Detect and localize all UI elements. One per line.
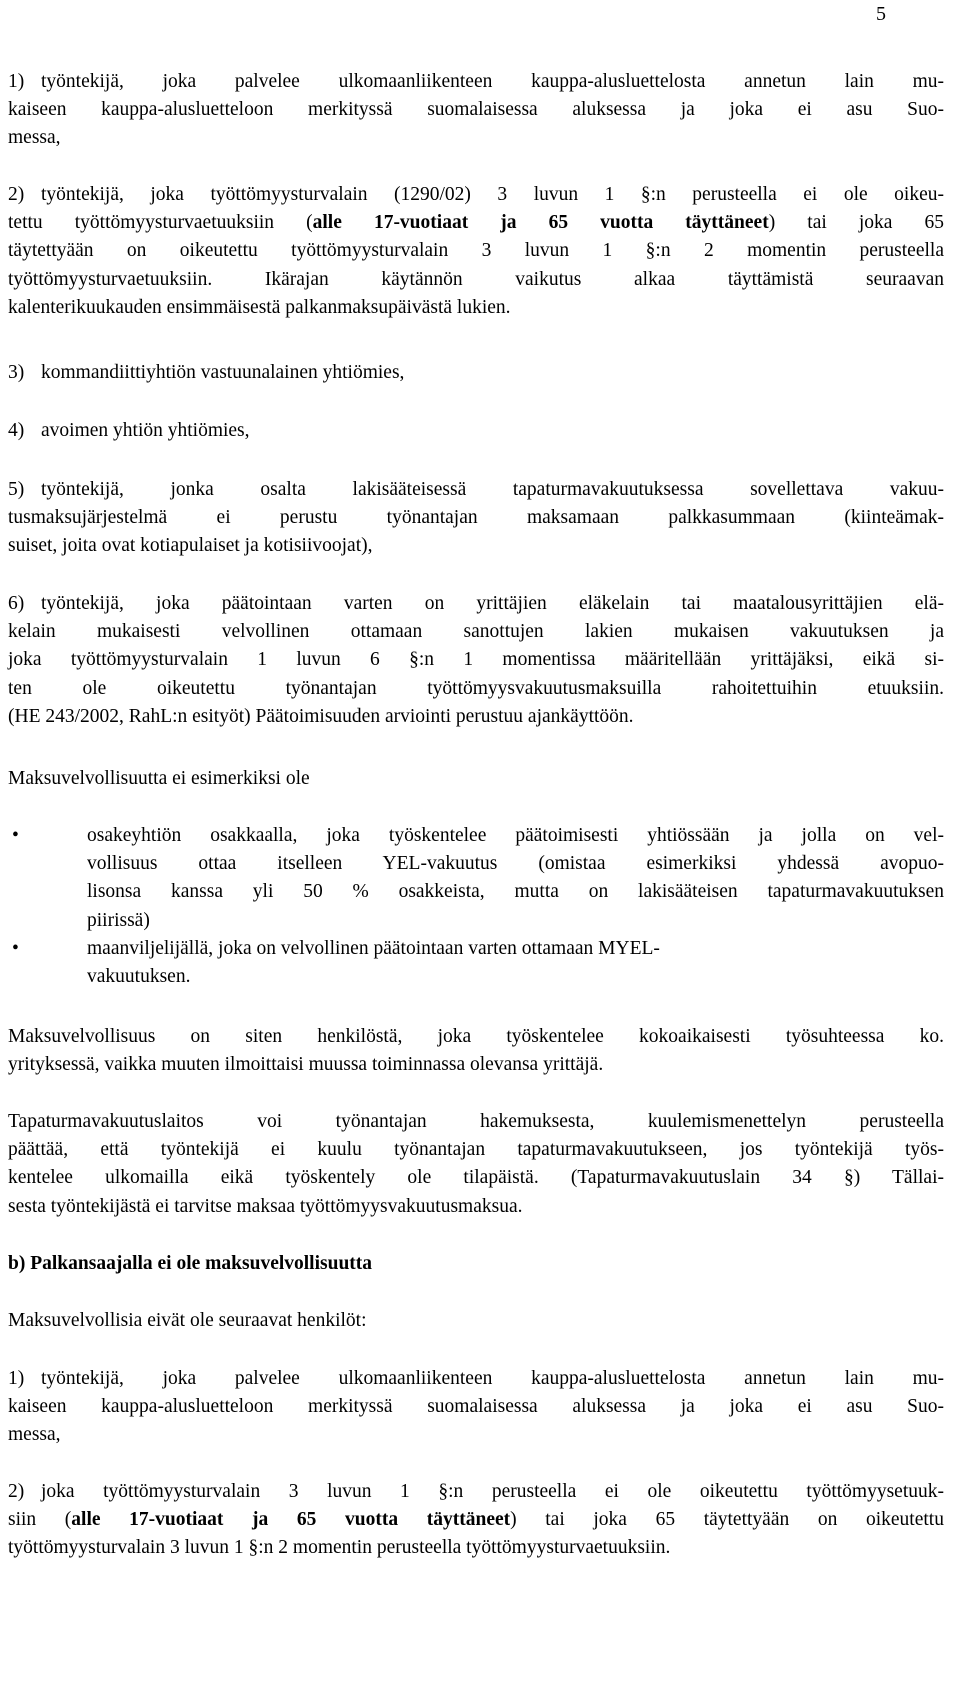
item-1	[8, 68, 944, 153]
page-number: 5	[876, 3, 886, 25]
item-line: työttömyysturvalain 3 luvun 1 §:n 2 momentin perusteella työttömyysturvaetuuksiin.	[8, 1537, 671, 1559]
bullet-line: vakuutuksen.	[87, 966, 191, 988]
item-line: kaiseen kauppa-alusluetteloon merkityssä suomalaisessa aluksessa ja joka ei asu Suo-	[8, 1396, 944, 1418]
item-number: 1)	[8, 1368, 25, 1389]
item-3	[8, 359, 944, 387]
item-line: kalenterikuukauden ensimmäisestä palkanmaksupäivästä lukien.	[8, 296, 511, 318]
paragraph-line: sesta työntekijästä ei tarvitse maksaa työttömyysvakuutusmaksua.	[8, 1195, 523, 1217]
item-line: kelain mukaisesti velvollinen ottamaan sanottujen lakien mukaisen vakuutuksen ja	[8, 621, 944, 643]
item-line: avoimen yhtiön yhtiömies,	[41, 420, 250, 441]
item-number: 2)	[8, 184, 25, 205]
item-line: suiset, joita ovat kotiapulaiset ja kotisiivoojat),	[8, 535, 373, 557]
item-line: (HE 243/2002, RahL:n esityöt) Päätoimisuuden arviointi perustuu ajankäyttöön.	[8, 705, 634, 727]
age-limit-bold: alle 17-vuotiaat ja 65 vuotta täyttäneet	[71, 1509, 511, 1531]
item-line: täytettyään on oikeutettu työttömyysturvalain 3 luvun 1 §:n 2 momentin perusteella	[8, 240, 944, 262]
example-heading: Maksuvelvollisuutta ei esimerkiksi ole	[8, 768, 310, 789]
item-line: työntekijä, jonka osalta lakisääteisessä tapaturmavakuutuksessa sovellettava vakuu-	[41, 479, 944, 500]
item-6	[8, 590, 944, 731]
item-line: työntekijä, joka palvelee ulkomaanliikenteen kauppa-alusluettelosta annetun lain mu-	[41, 1368, 944, 1389]
item-5	[8, 476, 944, 561]
bullet-item-2	[8, 935, 944, 991]
item-line: messa,	[8, 1424, 61, 1446]
item-line: tettu työttömyysturvaetuuksiin (alle 17-vuotiaat ja 65 vuotta täyttäneet) tai joka 65	[8, 212, 944, 234]
item-line: työntekijä, joka päätointaan varten on yrittäjien eläkelain tai maatalousyrittäjien elä-	[41, 593, 944, 614]
item-number: 2)	[8, 1481, 25, 1502]
bullet-line: piirissä)	[87, 909, 150, 931]
item-line: joka työttömyysturvalain 3 luvun 1 §:n perusteella ei ole oikeutettu työttömyysetuuk-	[41, 1481, 944, 1502]
item-number: 5)	[8, 479, 25, 500]
bullet-line: maanviljelijällä, joka on velvollinen päätointaan varten ottamaan MYEL-	[87, 937, 660, 959]
paragraph-line: Tapaturmavakuutuslaitos voi työnantajan hakemuksesta, kuulemismenettelyn perusteella	[8, 1111, 944, 1132]
item-line: kaiseen kauppa-alusluetteloon merkityssä suomalaisessa aluksessa ja joka ei asu Suo-	[8, 99, 944, 121]
item-line: siin (alle 17-vuotiaat ja 65 vuotta täyttäneet) tai joka 65 täytettyään on oikeutettu	[8, 1509, 944, 1531]
bullet-item-1	[8, 822, 944, 935]
section-b-heading: b) Palkansaajalla ei ole maksuvelvollisuutta	[8, 1253, 373, 1274]
paragraph-line: yrityksessä, vaikka muuten ilmoittaisi muussa toiminnassa olevansa yrittäjä.	[8, 1054, 604, 1076]
paragraph-line: päättää, että työntekijä ei kuulu työnantajan tapaturmavakuutukseen, jos työntekijä työs-	[8, 1139, 944, 1161]
item-number: 4)	[8, 420, 25, 441]
b-item-1	[8, 1365, 944, 1450]
item-line: työntekijä, joka palvelee ulkomaanliikenteen kauppa-alusluettelosta annetun lain mu-	[41, 71, 944, 92]
item-number: 1)	[8, 71, 25, 92]
paragraph-2	[8, 1108, 944, 1221]
item-line: ten ole oikeutettu työnantajan työttömyysvakuutusmaksuilla rahoitettuihin etuuksiin.	[8, 677, 944, 699]
item-number: 6)	[8, 593, 25, 614]
paragraph-line: kentelee ulkomailla eikä työskentely ole tilapäistä. (Tapaturmavakuutuslain 34 §) Tällai-	[8, 1167, 944, 1189]
age-limit-bold: alle 17-vuotiaat ja 65 vuotta täyttäneet	[312, 212, 769, 234]
bullet-list	[8, 822, 944, 991]
bullet-icon: •	[12, 825, 19, 846]
item-line: työttömyysturvaetuuksiin. Ikärajan käytännön vaikutus alkaa täyttämistä seuraavan	[8, 268, 944, 290]
item-4	[8, 417, 944, 445]
bullet-line: lisonsa kanssa yli 50 % osakkeista, mutta on lakisääteisen tapaturmavakuutuksen	[87, 881, 944, 903]
item-line: tusmaksujärjestelmä ei perustu työnantajan maksamaan palkkasummaan (kiinteämak-	[8, 507, 944, 529]
b-item-2	[8, 1478, 944, 1563]
item-2	[8, 181, 944, 322]
bullet-icon: •	[12, 937, 19, 959]
item-line: kommandiittiyhtiön vastuunalainen yhtiömies,	[41, 362, 405, 383]
paragraph-line: Maksuvelvollisuus on siten henkilöstä, joka työskentelee kokoaikaisesti työsuhteessa ko.	[8, 1026, 944, 1047]
item-line: työntekijä, joka työttömyysturvalain (1290/02) 3 luvun 1 §:n perusteella ei ole oikeu-	[41, 184, 944, 205]
bullet-line: osakeyhtiön osakkaalla, joka työskentelee päätoimisesti yhtiössään ja jolla on vel-	[87, 825, 944, 846]
item-line: joka työttömyysturvalain 1 luvun 6 §:n 1 momentissa määritellään yrittäjäksi, eikä si-	[8, 649, 944, 671]
bullet-line: vollisuus ottaa itselleen YEL-vakuutus (omistaa esimerkiksi yhdessä avopuo-	[87, 853, 944, 875]
paragraph-1	[8, 1023, 944, 1079]
item-number: 3)	[8, 362, 25, 383]
section-b-intro: Maksuvelvollisia eivät ole seuraavat henkilöt:	[8, 1310, 367, 1331]
item-line: messa,	[8, 127, 61, 149]
